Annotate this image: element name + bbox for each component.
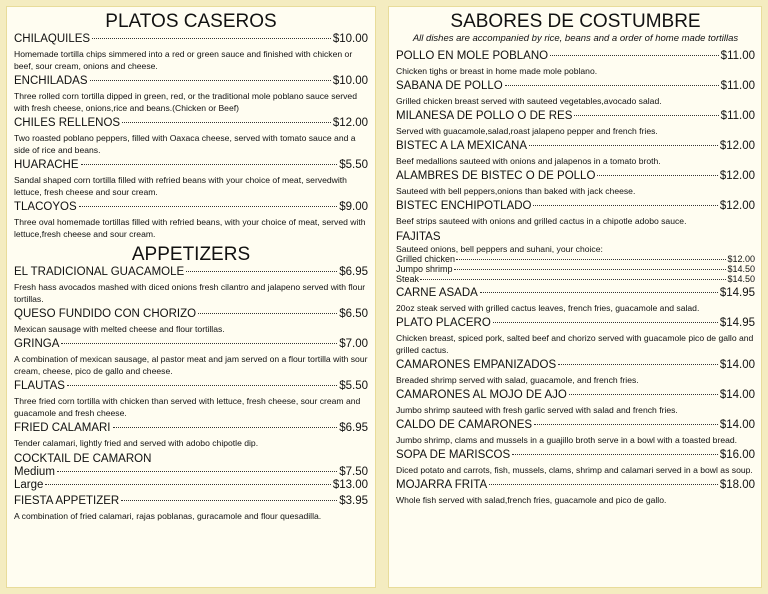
left-menu-panel	[6, 6, 376, 588]
appetizers-list	[14, 266, 368, 449]
menu-item-price: $14.95	[719, 287, 755, 299]
menu-item-price: $3.95	[339, 495, 368, 507]
menu-item	[396, 80, 755, 107]
dot-leader	[456, 259, 726, 260]
menu-item-line	[396, 200, 755, 213]
menu-item	[14, 338, 368, 377]
menu-item	[396, 317, 755, 356]
menu-item-description: A combination of mexican sausage, al pastor meat and jam served on a flour tortilla with sour cream, cheese, pico de gallo and cheese.	[14, 354, 368, 376]
fajita-options	[396, 254, 755, 284]
menu-item-description: Grilled chicken breast served with sauteed vegetables,avocado salad.	[396, 96, 662, 106]
menu-item-line	[14, 117, 368, 130]
dot-leader	[505, 85, 719, 86]
menu-item-line	[14, 308, 368, 321]
menu-item-name: BISTEC ENCHIPOTLADO	[396, 200, 532, 212]
menu-item-description: Jumbo shrimp sauteed with fresh garlic served with salad and french fries.	[396, 405, 678, 415]
dot-leader	[45, 484, 330, 485]
menu-item-line	[396, 449, 755, 462]
menu-item-name: FIESTA APPETIZER	[14, 495, 120, 507]
menu-item-line	[14, 422, 368, 435]
fajita-option	[396, 254, 755, 264]
menu-item	[14, 266, 368, 305]
menu-item-name: CHILAQUILES	[14, 33, 91, 45]
dot-leader	[81, 164, 338, 165]
menu-item-description: Whole fish served with salad,french fries, guacamole and pico de gallo.	[396, 495, 667, 505]
menu-item	[396, 449, 755, 476]
menu-item-name: FRIED CALAMARI	[14, 422, 111, 434]
fajita-option-label: Grilled chicken	[396, 254, 456, 264]
menu-item-name: BISTEC A LA MEXICANA	[396, 140, 528, 152]
dot-leader	[186, 271, 337, 272]
menu-item-name: QUESO FUNDIDO CON CHORIZO	[14, 308, 197, 320]
menu-item-description: Tender calamari, lightly fried and served with adobo chipotle dip.	[14, 438, 259, 448]
menu-item-name: EL TRADICIONAL GUACAMOLE	[14, 266, 185, 278]
menu-item-price: $6.95	[339, 266, 368, 278]
menu-item-description: Homemade tortilla chips simmered into a red or green sauce and finished with chicken or beef, sour cream, onions and cheese.	[14, 49, 353, 71]
menu-item-description: Served with guacamole,salad,roast jalapeno pepper and french fries.	[396, 126, 658, 136]
menu-item-price: $14.00	[719, 419, 755, 431]
fajita-option-price: $14.50	[727, 274, 755, 284]
menu-item-name: MOJARRA FRITA	[396, 479, 488, 491]
dot-leader	[92, 38, 331, 39]
menu-item-description: A combination of fried calamari, rajas poblanas, guracamole and flour quesadilla.	[14, 511, 322, 521]
menu-item-line	[396, 110, 755, 123]
menu-item-line	[396, 359, 755, 372]
menu-item-name: FAJITAS	[396, 231, 441, 243]
size-price: $13.00	[332, 479, 368, 491]
dot-leader	[79, 206, 338, 207]
menu-item-line	[396, 50, 755, 63]
menu-item-description: Sauteed onions, bell peppers and suhani, your choice:	[396, 244, 603, 254]
menu-item-price: $18.00	[719, 479, 755, 491]
menu-item-price: $6.50	[339, 308, 368, 320]
menu-item-description: Diced potato and carrots, fish, mussels, clams, shrimp and calamari served in a bowl as soup.	[396, 465, 753, 475]
menu-item-line	[14, 75, 368, 88]
dot-leader	[67, 385, 337, 386]
menu-item-line	[396, 140, 755, 153]
menu-item-line	[396, 317, 755, 330]
menu-item	[396, 479, 755, 506]
menu-item-line	[14, 159, 368, 172]
platos-caseros-list	[14, 33, 368, 240]
dot-leader	[122, 122, 331, 123]
menu-item-description: Two roasted poblano peppers, filled with Oaxaca cheese, served with tomato sauce and a side of rice and beans.	[14, 133, 356, 155]
menu-item-name: MILANESA DE POLLO O DE RES	[396, 110, 573, 122]
size-price: $7.50	[339, 466, 368, 478]
menu-item-price: $10.00	[332, 75, 368, 87]
menu-item	[14, 422, 368, 449]
menu-item-price: $12.00	[719, 200, 755, 212]
menu-item-line	[396, 170, 755, 183]
menu-item	[396, 200, 755, 227]
menu-item-fajitas	[396, 230, 755, 284]
menu-item-description: Jumbo shrimp, clams and mussels in a guajillo broth serve in a bowl with a toasted bread.	[396, 435, 738, 445]
menu-item-price: $9.00	[339, 201, 368, 213]
menu-item-description: Sandal shaped corn tortilla filled with refried beans with your choice of meat, servedwith lettuce, fresh cheese and sour cream.	[14, 175, 347, 197]
fajita-option-price: $14.50	[727, 264, 755, 274]
menu-item-description: Breaded shrimp served with salad, guacamole, and french fries.	[396, 375, 639, 385]
sabores-title: SABORES DE COSTUMBRE	[450, 11, 701, 32]
menu-item	[14, 380, 368, 419]
size-line-medium	[14, 466, 368, 479]
dot-leader	[574, 115, 718, 116]
dot-leader	[558, 364, 718, 365]
fajita-option-label: Jumpo shrimp	[396, 264, 453, 274]
dot-leader	[512, 454, 718, 455]
menu-item	[14, 75, 368, 114]
menu-item-description: Three rolled corn tortilla dipped in green, red, or the traditional mole poblano sauce served with fresh cheese, onions,rice and beans.(Chicken or Beef)	[14, 91, 357, 113]
dot-leader	[529, 145, 718, 146]
menu-item	[396, 359, 755, 386]
dot-leader	[489, 484, 718, 485]
menu-item-name: POLLO EN MOLE POBLANO	[396, 50, 549, 62]
menu-item-name: ENCHILADAS	[14, 75, 88, 87]
menu-item-description: Three oval homemade tortillas filled with refried beans, with your choice of meat, served with lettuce,fresh cheese and sour cream.	[14, 217, 366, 239]
appetizers-title: APPETIZERS	[131, 244, 251, 265]
menu-item-name: PLATO PLACERO	[396, 317, 491, 329]
menu-item-name: GRINGA	[14, 338, 60, 350]
menu-item-description: Chicken breast, spiced pork, salted beef and chorizo served with guacamole pico de gallo and grilled cactus.	[396, 333, 754, 355]
menu-item-price: $11.00	[720, 110, 755, 122]
menu-item-description: Fresh hass avocados mashed with diced onions fresh cilantro and jalapeno served with flour tortillas.	[14, 282, 366, 304]
menu-item-price: $14.95	[719, 317, 755, 329]
menu-item-description: Beef medallions sauteed with onions and jalapenos in a tomato broth.	[396, 156, 661, 166]
menu-item-price: $14.00	[719, 359, 755, 371]
sabores-list-a	[396, 50, 755, 227]
dot-leader	[420, 279, 726, 280]
dot-leader	[113, 427, 338, 428]
fajita-option-price: $12.00	[727, 254, 755, 264]
dot-leader	[121, 500, 337, 501]
platos-caseros-title: PLATOS CASEROS	[105, 11, 277, 32]
size-label: Medium	[14, 466, 55, 478]
menu-item-line	[14, 380, 368, 393]
fajita-option	[396, 264, 755, 274]
menu-item-name: HUARACHE	[14, 159, 79, 171]
menu-item	[396, 389, 755, 416]
menu-item	[14, 117, 368, 156]
menu-item-price: $5.50	[339, 159, 368, 171]
menu-item-price: $14.00	[719, 389, 755, 401]
fajita-option	[396, 274, 755, 284]
menu-item-line	[396, 389, 755, 402]
sabores-subtitle: All dishes are accompanied by rice, beans and a order of home made tortillas	[412, 33, 739, 44]
menu-item-line	[396, 419, 755, 432]
dot-leader	[61, 343, 337, 344]
menu-item-description: 20oz steak served with grilled cactus leaves, french fries, guacamole and salad.	[396, 303, 700, 313]
menu-item-description: Chicken tighs or breast in home made mole poblano.	[396, 66, 598, 76]
menu-item-description: Three fried corn tortilla with chicken than served with lettuce, fresh cheese, sour cream and guacamole and fresh cheese.	[14, 396, 361, 418]
dot-leader	[454, 269, 727, 270]
size-line-large	[14, 479, 368, 492]
menu-item-name: CHILES RELLENOS	[14, 117, 121, 129]
menu-item-line	[14, 33, 368, 46]
menu-item-name: ALAMBRES DE BISTEC O DE POLLO	[396, 170, 596, 182]
menu-item	[14, 201, 368, 240]
dot-leader	[198, 313, 337, 314]
menu-item-line	[396, 80, 755, 93]
menu-item-price: $5.50	[339, 380, 368, 392]
right-menu-panel	[388, 6, 762, 588]
menu-item-description: Mexican sausage with melted cheese and flour tortillas.	[14, 324, 225, 334]
dot-leader	[597, 175, 717, 176]
menu-item-name: COCKTAIL DE CAMARON	[14, 453, 152, 465]
dot-leader	[550, 55, 719, 56]
menu-item-description: Beef strips sauteed with onions and grilled cactus in a chipotle adobo sauce.	[396, 216, 687, 226]
menu-item-price: $11.00	[720, 50, 755, 62]
menu-item	[396, 287, 755, 314]
fajita-option-label: Steak	[396, 274, 420, 284]
menu-item	[396, 140, 755, 167]
menu-item-name: SABANA DE POLLO	[396, 80, 503, 92]
menu-item-name: FLAUTAS	[14, 380, 65, 392]
menu-item-name: SOPA DE MARISCOS	[396, 449, 511, 461]
menu-item	[396, 110, 755, 137]
dot-leader	[57, 471, 337, 472]
menu-item-name: CAMARONES EMPANIZADOS	[396, 359, 557, 371]
menu-item-price: $6.95	[339, 422, 368, 434]
menu-item-line	[396, 479, 755, 492]
dot-leader	[534, 424, 718, 425]
dot-leader	[90, 80, 331, 81]
menu-item-line	[14, 266, 368, 279]
menu-item-price: $12.00	[332, 117, 368, 129]
menu-item-price: $7.00	[339, 338, 368, 350]
sabores-list-b	[396, 287, 755, 506]
menu-item	[14, 308, 368, 335]
menu-item-price: $16.00	[719, 449, 755, 461]
menu-item-line	[14, 338, 368, 351]
menu-item-fiesta	[14, 495, 368, 522]
menu-item-line	[14, 495, 368, 508]
menu-item-cocktail	[14, 452, 368, 492]
menu-item-name: CALDO DE CAMARONES	[396, 419, 533, 431]
menu-item	[396, 170, 755, 197]
menu-item	[396, 419, 755, 446]
menu-item	[14, 33, 368, 72]
menu-item-name: CAMARONES AL MOJO DE AJO	[396, 389, 567, 401]
menu-item-line	[14, 201, 368, 214]
dot-leader	[480, 292, 718, 293]
menu-item-name: CARNE ASADA	[396, 287, 478, 299]
menu-item	[14, 159, 368, 198]
size-label: Large	[14, 479, 44, 491]
menu-item-price: $11.00	[720, 80, 755, 92]
menu-item-line	[396, 287, 755, 300]
menu-item-name: TLACOYOS	[14, 201, 77, 213]
dot-leader	[533, 205, 717, 206]
menu-item-description: Sauteed with bell peppers,onions than baked with jack cheese.	[396, 186, 636, 196]
menu-item-price: $10.00	[332, 33, 368, 45]
menu-item-price: $12.00	[719, 140, 755, 152]
menu-item-price: $12.00	[719, 170, 755, 182]
dot-leader	[493, 322, 718, 323]
dot-leader	[569, 394, 718, 395]
menu-item	[396, 50, 755, 77]
